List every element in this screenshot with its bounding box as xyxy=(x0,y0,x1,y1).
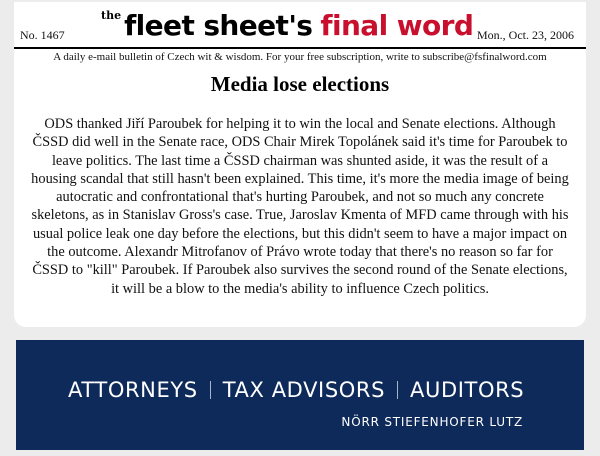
ad-service-attorneys: ATTORNEYS xyxy=(68,378,198,402)
brand-the: the xyxy=(101,9,122,22)
ad-service-tax-advisors: TAX ADVISORS xyxy=(222,378,386,402)
issue-date: Mon., Oct. 23, 2006 xyxy=(477,28,574,42)
ad-divider xyxy=(397,381,398,399)
newsletter-card xyxy=(14,2,586,327)
ad-divider xyxy=(210,381,211,399)
ad-services xyxy=(68,378,524,402)
issue-number: No. 1467 xyxy=(20,28,65,42)
brand-fleet-sheet: fleet sheet's xyxy=(124,9,313,42)
article-headline: Media lose elections xyxy=(210,72,390,96)
tagline: A daily e-mail bulletin of Czech wit & wisdom. For your free subscription, write to subscribe@fsfinalword.com xyxy=(53,51,547,63)
article-body: ODS thanked Jiří Paroubek for helping it to win the local and Senate elections. Although ČSSD did well in the Senate race, ODS Chair Mirek Topolánek said it's time for Paroubek to leave politics. The last time a ČSSD chairman was shunted aside, it was the result of a housing scandal that still hasn't been explained. This time, it's more the media image of being autocratic and confrontational that's hurting Paroubek, and not so much any concrete skeletons, as in Stanislav Gross's case. True, Jaroslav Kmenta of MFD came through with his usual police leak one day before the elections, but this didn't seem to have a major impact on the outcome. Alexandr Mitrofanov of Právo wrote today that there's no reason so far for ČSSD to "kill" Paroubek. If Paroubek also survives the second round of the Senate elections, it will be a blow to the media's ability to influence Czech politics. xyxy=(31,116,569,297)
brand-final-word: final word xyxy=(320,9,474,42)
ad-firm-name: NÖRR STIEFENHOFER LUTZ xyxy=(341,415,523,429)
masthead xyxy=(14,8,586,63)
masthead-rule xyxy=(14,47,586,49)
ad-service-auditors: AUDITORS xyxy=(410,378,525,402)
brand-logo xyxy=(101,10,473,40)
advertisement-banner[interactable] xyxy=(16,340,584,450)
